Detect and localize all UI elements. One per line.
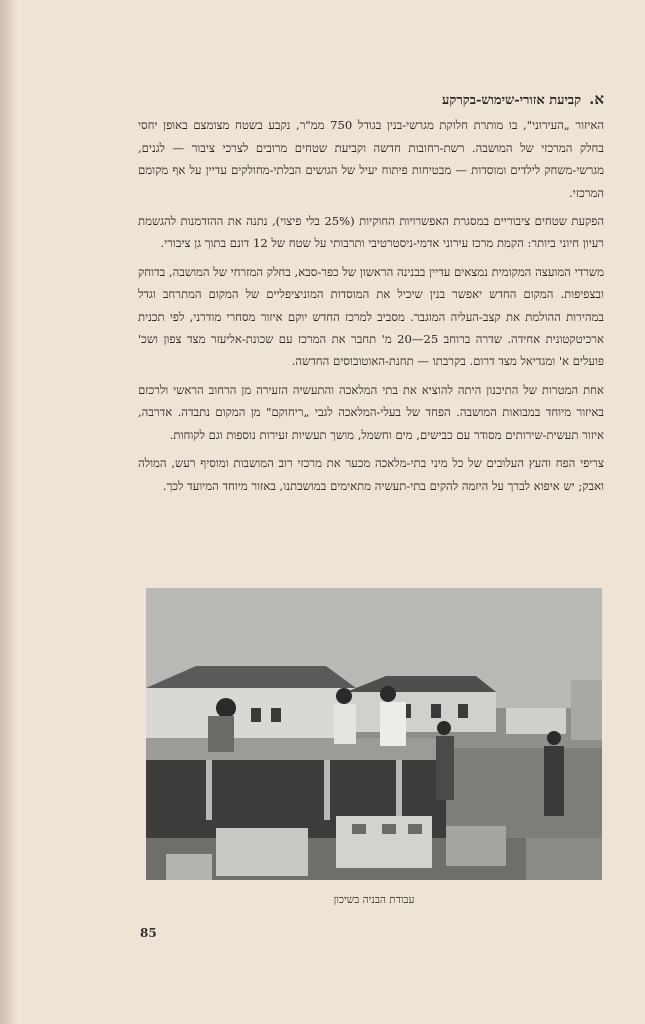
paragraph-2: הפקעת שטחים ציבוריים במסגרת האפשרויות החוקיות (25% בלי פיצוי), נתנה את ההזדמנות להגשמת רעיון חיוני ביותר: הקמת מרכז עירוני אדמי-ניסטרטיבי ותרבותי על שטח של 12 דונם בתוך גן ציבורי. xyxy=(138,214,604,251)
article-text xyxy=(138,88,604,503)
paragraph-3: משרדי המועצה המקומית נמצאים עדיין בבנינה הראשון של כפר-סבא, בחלק המזרחי של המושבה, בדוחק ובצפיפות. המקום החדש יאפשר בנין שיכיל את המוסדות המוניציפליים של המקום המתרחב וגדל במהירות ההולמת את קצב-העליה המוגבר. מסביב למרכז החדש יוקם איזור מסחרי מודרני, לפי תכנית ארכיטקטונית אחידה. שדרה ברוחב 25—20 מ' תחבר את המרכז עם שכונת-אליעזר מצד צפון ושכ' פועלים א' ומגדיאל מצד דרום. בקרבתו — תחנת-האוטובוסים החדשה. xyxy=(138,264,604,369)
section-letter: א. xyxy=(589,90,604,108)
construction-photo xyxy=(146,588,602,880)
section-title: קביעת אזורי-שימוש-בקרקע xyxy=(442,93,582,108)
construction-photo-image xyxy=(146,588,602,880)
page-number: 85 xyxy=(140,926,157,940)
paragraph-4: אחת המטרות של התיכנון היתה להוציא את בתי המלאכה והתעשיה הזעירה מן הרחוב הראשי ולרכזם באיזור מיוחד במבואות המושבה. הפחד של בעלי-המלאכה לגבי „ריחוקם" מן המקום נתבדה. אדרבה, איזור תעשית-שירותים מסודר עם כבישים, מים וחשמל, מושך תעשיות זעירות נוספות וגם לקוחות. xyxy=(138,382,604,442)
section-heading xyxy=(138,88,604,112)
paragraph-1: האיזור „העירוני", בו מותרת חלוקת מגרשי-בנין בגודל 750 ממ"ר, נקבע בשטח מצומצם באופן יחסי בחלק המרכזי של המושבה. רשת-רחובות חדשה וקביעת שטחים מרובים לצרכי ציבור — לגנים, מגרשי-משחק לילדים ומוסדות — מבטיחות פיתוח יעיל של הגושים הבלתי-מחולקים עדיין על אף מקומם המרכזי. xyxy=(138,118,604,200)
paragraph-5: צריפי הפח והעץ העלובים של כל מיני בתי-מלאכה מכער את מרכזי רוב המושבות ומוסיף רעש, המולה ואבק; יש איפוא לברך על היזמה להקים בתי-תעשיה מתאימים במושבתנו, באזור מיוחד המיועד לכך. xyxy=(138,456,604,493)
page-binding-shadow xyxy=(0,0,18,1024)
photo-caption: עבודת הבניה בשיכון xyxy=(333,894,415,906)
